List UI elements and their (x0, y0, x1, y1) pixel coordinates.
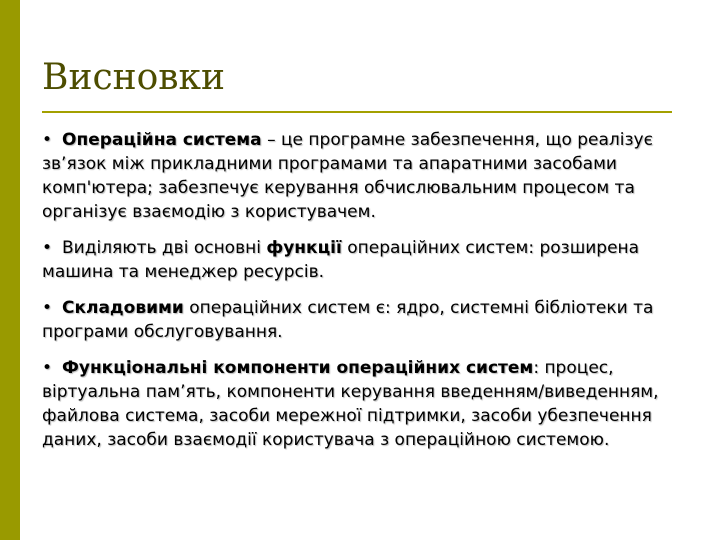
bullet-text-before: Виділяють дві основні (62, 238, 267, 258)
bullet-text: операційних систем є: ядро, системні бібліотеки та програми обслуговування. (42, 298, 654, 342)
bullet-marker: • (42, 130, 53, 150)
bullet-item-os-definition (42, 128, 682, 224)
bullet-marker: • (42, 298, 53, 318)
bullet-term: Операційна система (62, 130, 262, 150)
bullet-term: Функціональні компоненти операційних систем (62, 358, 534, 378)
title-underline (42, 111, 672, 113)
bullet-marker: • (42, 358, 53, 378)
bullet-term: функції (266, 238, 342, 258)
bullet-term: Складовими (62, 298, 184, 318)
bullet-marker: • (42, 238, 53, 258)
slide-title: Висновки (42, 57, 226, 98)
bullet-list (42, 128, 682, 464)
bullet-item-functions (42, 236, 682, 284)
bullet-item-components (42, 296, 682, 344)
left-accent-bar (0, 0, 20, 540)
bullet-text: : процес, віртуальна пам’ять, компоненти керування введенням/виведенням, файлова система, засоби мережної підтримки, засоби убезпечення даних, засоби взаємодії користувача з операційною системою. (42, 358, 659, 450)
bullet-text-after: операційних систем: розширена машина та менеджер ресурсів. (42, 238, 640, 282)
bullet-item-functional-components (42, 356, 682, 452)
bullet-text: – це програмне забезпечення, що реалізує зв’язок між прикладними програмами та апаратними засобами комп'ютера; забезпечує керування обчислювальним процесом та організує взаємодію з користувачем. (42, 130, 653, 222)
